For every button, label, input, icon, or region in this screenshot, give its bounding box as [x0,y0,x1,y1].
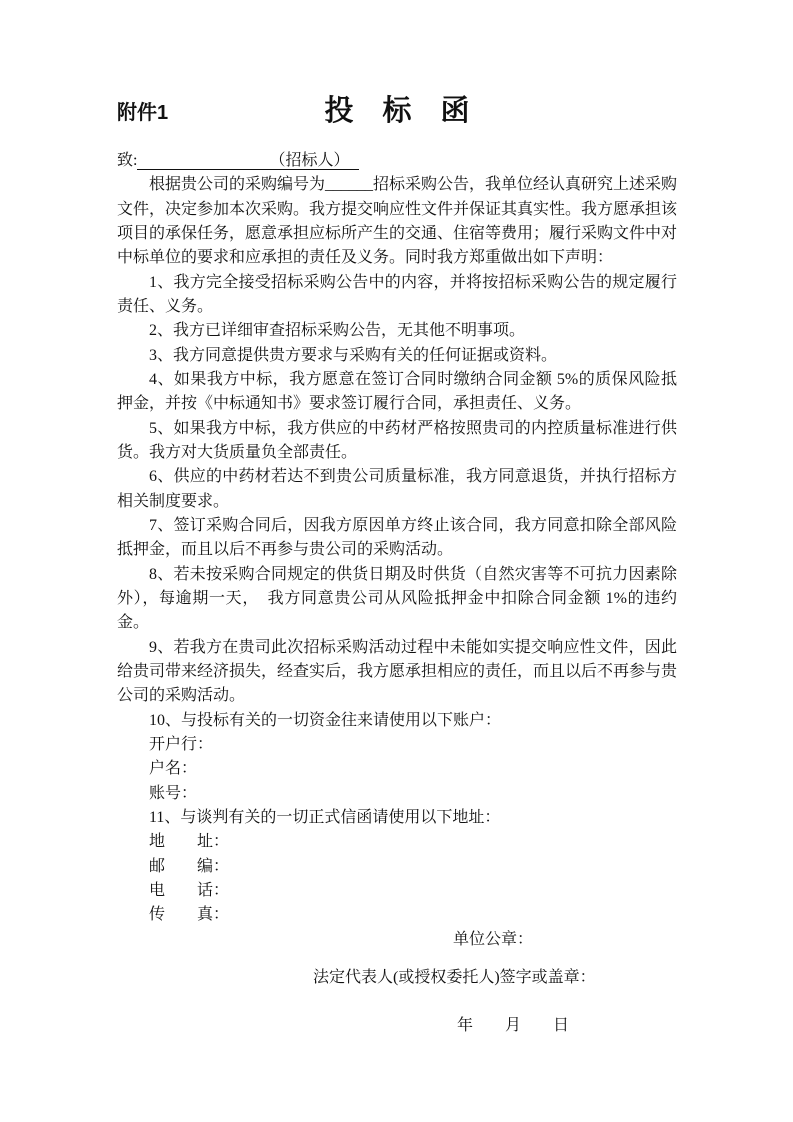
address-line-fax: 传 真： [149,906,230,924]
date-line: 年 月 日 [457,1017,570,1035]
bank-line-opening-bank: 开户行： [149,735,214,753]
declaration-item-7: 7、签订采购合同后，因我方原因单方终止该合同，我方同意扣除全部风险抵押金，而且以后不再参与贵公司的采购活动。 [117,516,677,559]
declaration-item-4: 4、如果我方中标，我方愿意在签订合同时缴纳合同金额 5%的质保风险抵押金，并按《中标通知书》要求签订履行合同，承担责任、义务。 [117,370,677,413]
spacer [117,990,677,1014]
unit-seal-label: 单位公章： [453,930,534,948]
declaration-item-5: 5、如果我方中标，我方供应的中药材严格按照贵司的内控质量标准进行供货。我方对大货质量负全部责任。 [117,419,677,461]
address-line-address: 地 址： [149,833,230,851]
declaration-item-2: 2、我方已详细审查招标采购公告，无其他不明事项。 [149,322,526,340]
addressee-blank-field[interactable] [137,163,269,165]
declaration-item-11: 11、与谈判有关的一切正式信函请使用以下地址： [149,808,501,826]
address-line-postcode: 邮 编： [149,857,230,875]
bank-line-account-number: 账号： [149,784,198,802]
attachment-label: 附件1 [117,102,169,124]
addressee-underline [137,152,359,170]
declaration-item-1: 1、我方完全接受招标采购公告中的内容，并将按招标采购公告的规定履行责任、义务。 [117,273,677,315]
document-title: 投 标 函 [324,95,470,127]
addressee-prefix: 致: [117,152,138,169]
declaration-item-3: 3、我方同意提供贵方要求与采购有关的任何证据或资料。 [149,346,558,364]
address-line-phone: 电 话： [149,881,230,899]
declaration-item-6: 6、供应的中药材若达不到贵公司质量标准，我方同意退货，并执行招标方相关制度要求。 [117,468,677,510]
declaration-item-9: 9、若我方在贵司此次招标采购活动过程中未能如实提交响应性文件，因此给贵司带来经济损失，经查实后，我方愿承担相应的责任，而且以后不再参与贵公司的采购活动。 [117,638,678,705]
addressee-recipient-label: （招标人） [269,152,350,169]
document-header [117,92,677,132]
declaration-item-10: 10、与投标有关的一切资金往来请使用以下账户： [149,711,502,729]
addressee-line [117,149,677,173]
bank-line-account-name: 户名： [149,760,198,778]
addressee-blank-tail[interactable] [349,163,359,165]
intro-paragraph: 根据贵公司的采购编号为______招标采购公告，我单位经认真研究上述采购文件，决定参加本次采购。我方提交响应性文件并保证其真实性。我方愿承担该项目的承保任务，愿意承担应标所产生的交通、住宿等费用；履行采购文件中对中标单位的要求和应承担的责任及义务。同时我方郑重做出如下声明： [117,176,678,267]
spacer [117,952,677,966]
legal-representative-signature-label: 法定代表人(或授权委托人)签字或盖章： [313,968,596,986]
declaration-item-8: 8、若未按采购合同规定的供货日期及时供货（自然灾害等不可抗力因素除外），每逾期一天， 我方同意贵公司从风险抵押金中扣除合同金额 1%的违约金。 [117,565,677,632]
